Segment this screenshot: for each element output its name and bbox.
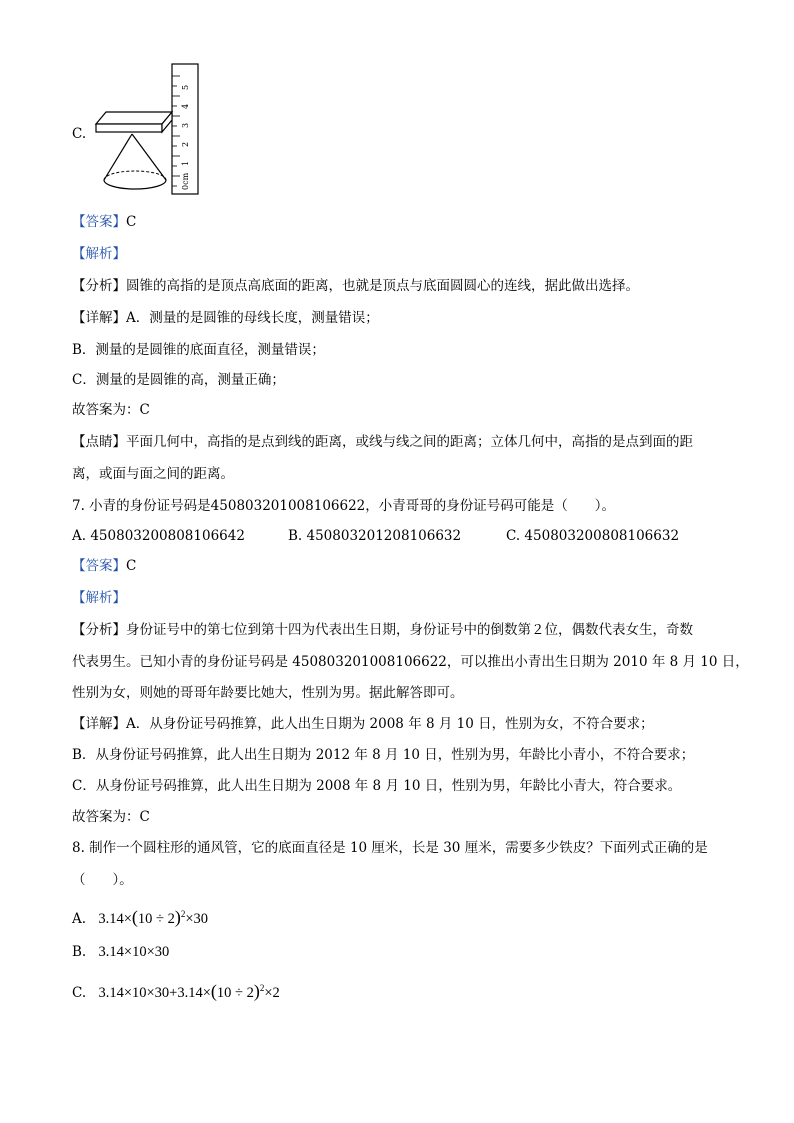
formula-b: 3.14×10×30: [98, 944, 170, 960]
q6-line-c: C．测量的是圆锥的高，测量正确；: [72, 372, 285, 388]
ruler-tick-label: 4: [181, 103, 190, 109]
q8-option-b: [72, 942, 169, 962]
formula-a: $3.14\times(10 \div 2)^2\times 30$: [98, 907, 209, 927]
q6-answer: [72, 212, 136, 232]
formula-part: 3.14×10×30+3.14×: [98, 985, 211, 1001]
q7-fenxi-2: 代表男生。已知小青的身份证号码是 450803201008106622，可以推出小青出生日期为 2010 年 8 月 10 日，: [72, 654, 749, 670]
answer-value: C: [126, 214, 137, 230]
q6-fenxi: [72, 276, 639, 296]
q6-line-b: B．测量的是圆锥的底面直径，测量错误；: [72, 342, 325, 358]
q7-fenxi-3: 性别为女，则她的哥哥年龄要比她大，性别为男。据此解答即可。: [72, 685, 464, 701]
jiexi-tag: 【解析】: [72, 590, 126, 606]
fenxi-tag: 【分析】: [72, 622, 126, 638]
q7-jiexi: [72, 588, 126, 608]
q6-dianjing-cont: 离，或面与面之间的距离。: [72, 466, 234, 482]
q8-question-cont: （ ）。: [72, 872, 133, 888]
q7-question: 7. 小青的身份证号码是450803201008106622，小青哥哥的身份证号码可能是（ ）。: [72, 498, 616, 514]
option-label: C.: [72, 985, 87, 1001]
xiangjie-a: A．从身份证号码推算，此人出生日期为 2008 年 8 月 10 日，性别为女，不符合要求；: [126, 716, 654, 732]
dianjing-tag: 【点睛】: [72, 434, 126, 450]
q7-option-b: B. 450803201208106632: [288, 528, 462, 544]
xiangjie-tag: 【详解】: [72, 310, 126, 326]
board-top: [96, 112, 172, 124]
q7-line-c: C．从身份证号码推算，此人出生日期为 2008 年 8 月 10 日，性别为男，年龄比小青大，符合要求。: [72, 778, 682, 794]
q7-option-a: A. 450803200808106642: [72, 528, 245, 544]
q7-conclusion: 故答案为：C: [72, 809, 150, 825]
option-label: B.: [72, 944, 87, 960]
formula-exponent: 2: [180, 909, 186, 919]
q8-option-c: [72, 978, 280, 1003]
formula-part: 3.14×: [98, 911, 132, 927]
formula-part: ×2: [264, 985, 280, 1001]
formula-part: ×30: [185, 911, 209, 927]
dianjing-text: 平面几何中，高指的是点到线的距离，或线与线之间的距离；立体几何中，高指的是点到面的距: [126, 434, 693, 450]
jiexi-tag: 【解析】: [72, 246, 126, 262]
fenxi-text: 圆锥的高指的是顶点高底面的距离，也就是顶点与底面圆圆心的连线，据此做出选择。: [126, 278, 639, 294]
q7-line-b: B．从身份证号码推算，此人出生日期为 2012 年 8 月 10 日，性别为男，年龄比小青小，不符合要求；: [72, 747, 695, 763]
option-c-label: C.: [72, 126, 87, 142]
ruler-tick-label: 2: [181, 141, 190, 147]
formula-part: 10 ÷ 2: [216, 985, 254, 1001]
ruler-tick-label: 1: [181, 160, 190, 166]
ruler-tick-label: 3: [181, 122, 190, 128]
formula-exponent: 2: [259, 983, 265, 993]
answer-tag: 【答案】: [72, 558, 126, 574]
formula-part: 10 ÷ 2: [137, 911, 175, 927]
q6-jiexi: [72, 244, 126, 264]
cone-ruler-figure: [88, 62, 208, 198]
q7-option-c: C. 450803200808106632: [506, 528, 680, 544]
ruler-tick-label: 5: [181, 84, 190, 90]
answer-value: C: [126, 558, 137, 574]
q8-option-a: [72, 904, 208, 929]
q6-dianjing: [72, 432, 693, 452]
formula-c: $3.14\times 10\times 30+3.14\times(10 \div 2)^2\times 2$: [98, 981, 280, 1001]
option-label: A.: [72, 911, 87, 927]
fenxi-text: 身份证号中的第七位到第十四为代表出生日期，身份证号中的倒数第２位，偶数代表女生，奇数: [126, 622, 693, 638]
xiangjie-a: A．测量的是圆锥的母线长度，测量错误；: [126, 310, 379, 326]
fenxi-tag: 【分析】: [72, 278, 126, 294]
q7-answer: [72, 556, 136, 576]
q6-conclusion: 故答案为：C: [72, 402, 150, 418]
q7-fenxi: [72, 620, 693, 640]
board-front: [96, 124, 162, 132]
ruler-tick-label: 0cm: [181, 172, 190, 190]
q7-xiangjie: [72, 714, 654, 734]
q6-xiangjie: [72, 308, 379, 328]
answer-tag: 【答案】: [72, 214, 126, 230]
q8-question: 8. 制作一个圆柱形的通风管，它的底面直径是 10 厘米，长是 30 厘米，需要多少铁皮？下面列式正确的是: [72, 840, 708, 856]
xiangjie-tag: 【详解】: [72, 716, 126, 732]
